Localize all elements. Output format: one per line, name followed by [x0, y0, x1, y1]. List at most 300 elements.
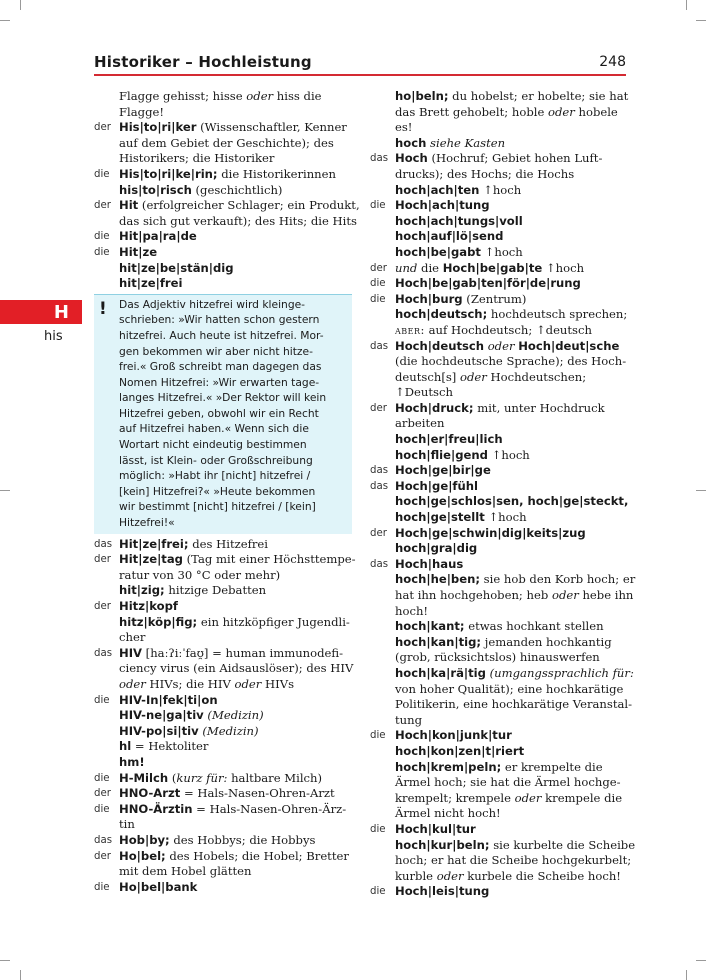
entry-line: [370, 479, 628, 495]
entry-text: hebe ihn: [578, 588, 634, 602]
crop-mark: [0, 20, 10, 21]
entry-line: [94, 276, 352, 292]
entry-text: HIVs; die HIV: [145, 676, 235, 691]
header-rule: [94, 74, 626, 76]
entry-text: Ärmel nicht hoch!: [395, 806, 501, 821]
headword: Hoch|druck;: [395, 400, 474, 415]
entry-line: [370, 775, 628, 791]
entry-line: [370, 884, 628, 900]
article-label: die: [370, 886, 386, 898]
entry-line: [370, 229, 628, 245]
info-box-line: [kein] Hitzefrei?« »Heute bekommen: [119, 484, 316, 498]
entry-line: [94, 849, 352, 865]
headword: hoch|kant;: [395, 619, 465, 634]
article-label: die: [94, 772, 110, 784]
entry-text: des Hitzefrei: [188, 536, 268, 551]
headword: hit|ze|frei: [119, 276, 183, 291]
right-column: [370, 89, 636, 900]
entry-line: [370, 526, 628, 542]
headword: hoch|kan|tig;: [395, 634, 482, 649]
article-label: das: [370, 465, 389, 477]
entry-text: oder: [234, 676, 262, 691]
entry-text: die Historikerinnen: [217, 166, 336, 181]
entry-line: [370, 697, 633, 713]
entry-text: (erfolgreicher Schlager; ein Produkt,: [138, 198, 360, 213]
headword: hoch|deutsch;: [395, 307, 488, 322]
entry-text: Hochdeutschen;: [486, 369, 587, 384]
headword: Hoch|deut|sche: [518, 338, 620, 353]
article-label: die: [370, 293, 386, 305]
headword: H-Milch: [119, 770, 169, 785]
headword: Hoch: [395, 151, 428, 166]
entry-text: ein hitzköpfiger Jugendli-: [197, 614, 350, 629]
entry-text: deutsch[s]: [395, 369, 460, 384]
entry-line: [94, 630, 352, 646]
headword: HIV: [119, 645, 142, 660]
article-label: der: [94, 200, 111, 212]
entry-text: oder: [548, 104, 575, 119]
info-box-line: Nomen Hitzefrei: »Wir erwarten tage-: [119, 375, 320, 389]
headword: Hoch|haus: [395, 556, 464, 571]
entry-line: [370, 448, 628, 464]
entry-text: = Hals-Nasen-Ohren-Arzt: [180, 786, 335, 801]
headword: Hit|pa|ra|de: [119, 229, 197, 244]
headword: HIV-po|si|tiv: [119, 723, 199, 738]
article-label: die: [94, 231, 110, 243]
article-label: der: [94, 788, 111, 800]
crop-mark: [696, 960, 706, 961]
entry-text: hoch; er hat die Scheibe hochgekurbelt;: [395, 853, 632, 868]
entry-text: (Tag mit einer Höchsttempe-: [182, 552, 356, 567]
entry-text: er krempelte die: [501, 759, 603, 774]
entry-line: [370, 572, 636, 588]
entry-text: von hoher Qualität); eine hochkarätige: [395, 681, 624, 696]
entry-line: [94, 693, 352, 709]
entry-line: [370, 432, 628, 448]
entry-line: [370, 744, 628, 760]
entry-line: [370, 245, 628, 261]
entry-text: die: [417, 260, 443, 275]
headword: Hoch|burg: [395, 291, 463, 306]
entry-text: oder: [484, 338, 519, 353]
entry-line: [94, 677, 352, 693]
entry-line: [94, 771, 352, 787]
entry-line: [370, 604, 628, 620]
entry-line: [370, 120, 628, 136]
headword: hoch|ge|stellt: [395, 510, 485, 525]
entry-line: [370, 463, 628, 479]
entry-text: (grob, rücksichtslos) hinauswerfen: [395, 650, 600, 665]
entry-line: [370, 822, 628, 838]
entry-text: aber:: [395, 322, 425, 337]
entry-line: [370, 837, 636, 854]
entry-line: [370, 416, 628, 432]
entry-text: = Hektoliter: [131, 739, 209, 754]
entry-line: [94, 245, 352, 261]
entry-line: [94, 537, 352, 553]
entry-line: [370, 354, 628, 370]
entry-text: siehe Kasten: [426, 135, 506, 150]
entry-text: Historikers; die Historiker: [119, 151, 275, 166]
info-box-line: lässt, ist Klein- oder Großschreibung: [119, 453, 313, 467]
headword: Hob|by;: [119, 832, 170, 847]
entry-text: sie kurbelte die Scheibe: [489, 837, 636, 852]
entry-line: [94, 739, 352, 755]
entry-text: Ärmel hoch; sie hat die Ärmel hochge-: [395, 775, 621, 790]
headword: Hoch|be|gab|ten|för|de|rung: [395, 276, 581, 291]
entry-text: ratur von 30 °C oder mehr): [119, 567, 281, 582]
entry-line: [94, 89, 352, 105]
article-label: die: [94, 803, 110, 815]
entry-line: [94, 864, 352, 880]
entry-text: ↑hoch: [542, 260, 585, 275]
entry-line: [370, 853, 632, 869]
entry-line: [94, 151, 352, 167]
headword: hm!: [119, 754, 145, 769]
headword: hoch|kur|beln;: [395, 837, 490, 852]
entry-text: jemanden hochkantig: [481, 634, 612, 649]
entry-text: tin: [119, 817, 135, 832]
headword: his|to|risch: [119, 182, 192, 197]
crop-mark: [20, 0, 21, 10]
headword: hoch|er|freu|lich: [395, 432, 503, 447]
page-header: [94, 53, 626, 75]
article-label: das: [94, 834, 113, 846]
headword: hoch|krem|peln;: [395, 759, 502, 774]
article-label: das: [370, 340, 389, 352]
entry-line: [94, 599, 352, 615]
headword: Ho|bel|bank: [119, 879, 198, 894]
headword: Hoch|ge|bir|ge: [395, 463, 491, 478]
entry-text: ↑hoch: [484, 510, 527, 525]
entry-line: [370, 183, 628, 199]
entry-line: [370, 541, 628, 557]
headword: HNO-Ärztin: [119, 801, 193, 816]
entry-text: oder: [119, 676, 146, 691]
info-box-line: auf Hitzefrei haben.« Wenn sich die: [119, 422, 309, 436]
entry-text: krempele die: [541, 790, 623, 805]
headword: Hoch|deutsch: [395, 338, 485, 353]
entry-line: [370, 869, 628, 885]
left-column-entries-bottom: [94, 536, 356, 896]
headword: Ho|bel;: [119, 848, 166, 863]
info-box-line: möglich: »Habt ihr [nicht] hitzefrei /: [119, 469, 311, 483]
entry-line: [94, 583, 352, 599]
entry-text: ↑hoch: [479, 182, 522, 197]
entry-text: (Zentrum): [462, 291, 527, 306]
article-label: die: [370, 200, 386, 212]
crop-mark: [686, 970, 687, 980]
entry-text: = Hals-Nasen-Ohren-Ärz-: [192, 801, 347, 816]
headword: Hoch|kul|tur: [395, 821, 476, 836]
entry-line: [94, 120, 352, 136]
entry-line: [370, 510, 628, 526]
thumb-index-letter: H: [53, 301, 69, 323]
crop-mark: [0, 960, 10, 961]
entry-line: [94, 833, 352, 849]
headword: Hoch|ge|fühl: [395, 478, 478, 493]
entry-text: auf Hochdeutsch; ↑deutsch: [424, 322, 592, 337]
headword: His|to|ri|ke|rin;: [119, 166, 218, 181]
headword: His|to|ri|ker: [119, 120, 197, 135]
headword: Hoch|kon|junk|tur: [395, 728, 512, 743]
entry-line: [370, 728, 628, 744]
entry-text: arbeiten: [395, 416, 445, 431]
entry-text: tung: [395, 712, 423, 727]
entry-line: [94, 105, 352, 121]
entry-text: ↑hoch: [487, 447, 530, 462]
entry-text: cher: [119, 630, 146, 645]
entry-text: und: [395, 260, 418, 275]
entry-text: oder: [460, 369, 487, 384]
headword: hoch|flie|gend: [395, 447, 488, 462]
headword: Hit: [119, 198, 139, 213]
article-label: die: [94, 246, 110, 258]
entry-line: [370, 713, 628, 729]
entry-line: [94, 786, 352, 802]
entry-line: [370, 385, 628, 401]
entry-line: [94, 724, 352, 740]
article-label: die: [370, 730, 386, 742]
entry-line: [94, 183, 352, 199]
entry-text: ciency virus (ein Aidsauslöser); des HIV: [119, 661, 354, 676]
article-label: die: [370, 823, 386, 835]
article-label: der: [94, 122, 111, 134]
entry-line: [370, 682, 628, 698]
entry-line: [370, 261, 628, 277]
entry-line: [370, 151, 628, 167]
entry-line: [94, 802, 352, 818]
entry-text: des Hobbys; die Hobbys: [169, 832, 316, 847]
headword: Hit|ze|tag: [119, 552, 183, 567]
entry-line: [370, 307, 628, 323]
entry-line: [370, 167, 628, 183]
info-box-line: Wortart nicht eindeutig bestimmen: [119, 438, 307, 452]
entry-text: auf dem Gebiet der Geschichte); des: [119, 135, 334, 150]
entry-line: [370, 292, 628, 308]
entry-text: oder: [436, 868, 464, 883]
entry-line: [370, 619, 628, 635]
headword: Hitz|kopf: [119, 599, 178, 613]
thumb-index-tab: [0, 300, 82, 324]
headword: Hit|ze: [119, 244, 158, 259]
info-box-line: hitzefrei. Auch heute ist hitzefrei. Mor-: [119, 328, 324, 342]
entry-line: [370, 276, 628, 292]
crop-mark: [20, 970, 21, 980]
entry-line: [370, 339, 628, 355]
entry-text: kurz für:: [176, 770, 228, 785]
headword: hoch|ach|tungs|voll: [395, 213, 523, 228]
headword: HNO-Arzt: [119, 786, 181, 801]
article-label: das: [94, 538, 113, 550]
headword: Hit|ze|frei;: [119, 536, 189, 551]
article-label: das: [94, 647, 113, 659]
entry-text: haltbare Milch): [227, 770, 323, 785]
exclamation-icon: !: [99, 298, 107, 319]
headword: hoch|gra|dig: [395, 541, 478, 556]
headword: hit|zig;: [119, 583, 165, 598]
crop-mark: [0, 490, 10, 491]
entry-text: hitzige Debatten: [164, 583, 267, 598]
entry-text: hobele: [574, 104, 618, 119]
entry-text: (die hochdeutsche Sprache); des Hoch-: [395, 354, 627, 369]
info-box-text: [94, 297, 352, 531]
entry-line: [370, 401, 628, 417]
entry-line: [370, 760, 628, 776]
page-title: Historiker – Hochleistung: [94, 53, 312, 71]
info-box-line: frei.« Groß schreibt man dagegen das: [119, 360, 322, 374]
headword: Hoch|ach|tung: [395, 198, 490, 213]
info-box-line: Hitzefrei!«: [119, 516, 175, 530]
entry-line: [94, 261, 352, 277]
entry-line: [370, 136, 628, 152]
left-column-entries-top: [94, 89, 360, 292]
entry-text: (Wissenschaftler, Kenner: [196, 120, 347, 135]
headword: Hoch|ge|schwin|dig|keits|zug: [395, 525, 586, 540]
info-box-line: wir bestimmt [nicht] hitzefrei / [kein]: [119, 500, 316, 514]
entry-line: [94, 568, 352, 584]
article-label: der: [370, 262, 387, 274]
article-label: das: [370, 153, 389, 165]
entry-text: kurbele die Scheibe hoch!: [463, 868, 621, 883]
article-label: die: [94, 694, 110, 706]
article-label: die: [94, 168, 110, 180]
info-box-line: Das Adjektiv hitzefrei wird kleinge-: [119, 297, 306, 311]
info-box-line: schrieben: »Wir hatten schon gestern: [119, 313, 320, 327]
article-label: der: [370, 527, 387, 539]
headword: hoch|ka|rä|tig: [395, 665, 486, 680]
entry-line: [370, 557, 628, 573]
entry-line: [370, 791, 628, 807]
headword: Hoch|leis|tung: [395, 884, 490, 899]
entry-text: das Brett gehobelt; hoble: [395, 104, 548, 119]
entry-text: Flagge gehisst; hisse: [119, 89, 247, 103]
article-label: die: [94, 881, 110, 893]
info-box-line: Hitzefrei geben, obwohl wir ein Recht: [119, 406, 319, 420]
headword: hoch|auf|lö|send: [395, 229, 504, 244]
article-label: das: [370, 480, 389, 492]
headword: hit|ze|be|stän|dig: [119, 260, 234, 275]
entry-text: mit, unter Hochdruck: [473, 400, 605, 415]
entry-line: [94, 708, 352, 724]
thumb-index-word: his: [44, 329, 63, 344]
entry-line: [94, 615, 352, 631]
entry-text: Politikerin, eine hochkarätige Veranstal-: [395, 697, 633, 712]
entry-line: [94, 817, 352, 833]
page-number: 248: [599, 54, 626, 70]
entry-line: [94, 646, 352, 662]
headword: Hoch|be|gab|te: [442, 260, 543, 275]
entry-line: [94, 552, 356, 568]
entry-line: [370, 323, 628, 339]
entry-text: (geschichtlich): [191, 182, 283, 197]
entry-text: oder: [551, 588, 579, 602]
entry-line: [94, 136, 352, 152]
entry-text: HIVs: [261, 676, 295, 691]
entry-text: mit dem Hobel glätten: [119, 864, 252, 879]
entry-text: ↑Deutsch: [395, 385, 453, 400]
entry-line: [370, 635, 628, 651]
entry-text: (Medizin): [203, 708, 264, 723]
entry-line: [370, 198, 628, 214]
article-label: der: [94, 850, 111, 862]
entry-line: [370, 650, 628, 666]
entry-text: etwas hochkant stellen: [464, 619, 604, 634]
entry-text: (Hochruf; Gebiet hohen Luft-: [427, 151, 603, 166]
article-label: die: [370, 278, 386, 290]
entry-text: des Hobels; die Hobel; Bretter: [165, 848, 349, 863]
headword: hoch|ge|schlos|sen, hoch|ge|steckt,: [395, 494, 629, 509]
headword: ho|beln;: [395, 89, 449, 103]
entry-text: hiss die: [273, 89, 322, 103]
article-label: das: [370, 558, 389, 570]
entry-line: [370, 105, 628, 121]
article-label: der: [94, 601, 111, 612]
entry-line: [94, 880, 352, 896]
entry-text: das sich gut verkauft); des Hits; die Hits: [119, 213, 357, 228]
crop-mark: [696, 20, 706, 21]
entry-text: oder: [514, 790, 542, 805]
headword: hitz|köp|fig;: [119, 614, 198, 629]
entry-line: [94, 167, 352, 183]
entry-text: ↑hoch: [480, 244, 523, 259]
entry-line: [94, 198, 360, 214]
entry-line: [370, 214, 628, 230]
entry-text: (Medizin): [198, 723, 259, 738]
entry-text: drucks); des Hochs; die Hochs: [395, 166, 575, 181]
entry-line: [94, 229, 352, 245]
entry-text: krempelt; krempele: [395, 790, 515, 805]
entry-text: es!: [395, 120, 413, 135]
info-box-line: gen bekommen wir aber nicht hitze-: [119, 344, 313, 358]
entry-text: Flagge!: [119, 104, 165, 119]
crop-mark: [686, 0, 687, 10]
entry-line: [370, 494, 628, 510]
entry-line: [370, 588, 634, 604]
headword: hoch|ach|ten: [395, 182, 480, 197]
headword: hoch|he|ben;: [395, 572, 480, 587]
left-column: [94, 89, 360, 895]
entry-text: (: [168, 770, 177, 785]
headword: HIV-ne|ga|tiv: [119, 708, 204, 723]
entry-text: (umgangssprachlich für:: [485, 665, 634, 680]
entry-text: hat ihn hochgehoben; heb: [395, 588, 552, 602]
entry-text: oder: [246, 89, 274, 103]
entry-text: [haːʔiːˈfaʊ̯] = human immunodefi-: [142, 645, 344, 660]
article-label: der: [370, 402, 387, 414]
entry-line: [94, 755, 352, 771]
entry-text: du hobelst; er hobelte; sie hat: [448, 89, 629, 103]
entry-text: hochdeutsch sprechen;: [487, 307, 628, 322]
headword: hoch|be|gabt: [395, 244, 481, 259]
info-box: [94, 294, 352, 534]
entry-line: [94, 661, 352, 677]
entry-line: [370, 89, 628, 105]
headword: HIV-In|fek|ti|on: [119, 692, 218, 707]
entry-text: kurble: [395, 868, 437, 883]
headword: hoch|kon|zen|t|riert: [395, 743, 525, 758]
entry-line: [94, 213, 357, 230]
article-label: der: [94, 554, 111, 566]
entry-line: [370, 370, 628, 386]
entry-line: [370, 665, 634, 682]
entry-text: sie hob den Korb hoch; er: [479, 572, 636, 587]
entry-text: hoch!: [395, 603, 429, 618]
headword: hoch: [395, 135, 427, 150]
headword: hl: [119, 739, 132, 754]
info-box-line: langes Hitzefrei.« »Der Rektor will kein: [119, 391, 327, 405]
entry-line: [370, 806, 628, 822]
